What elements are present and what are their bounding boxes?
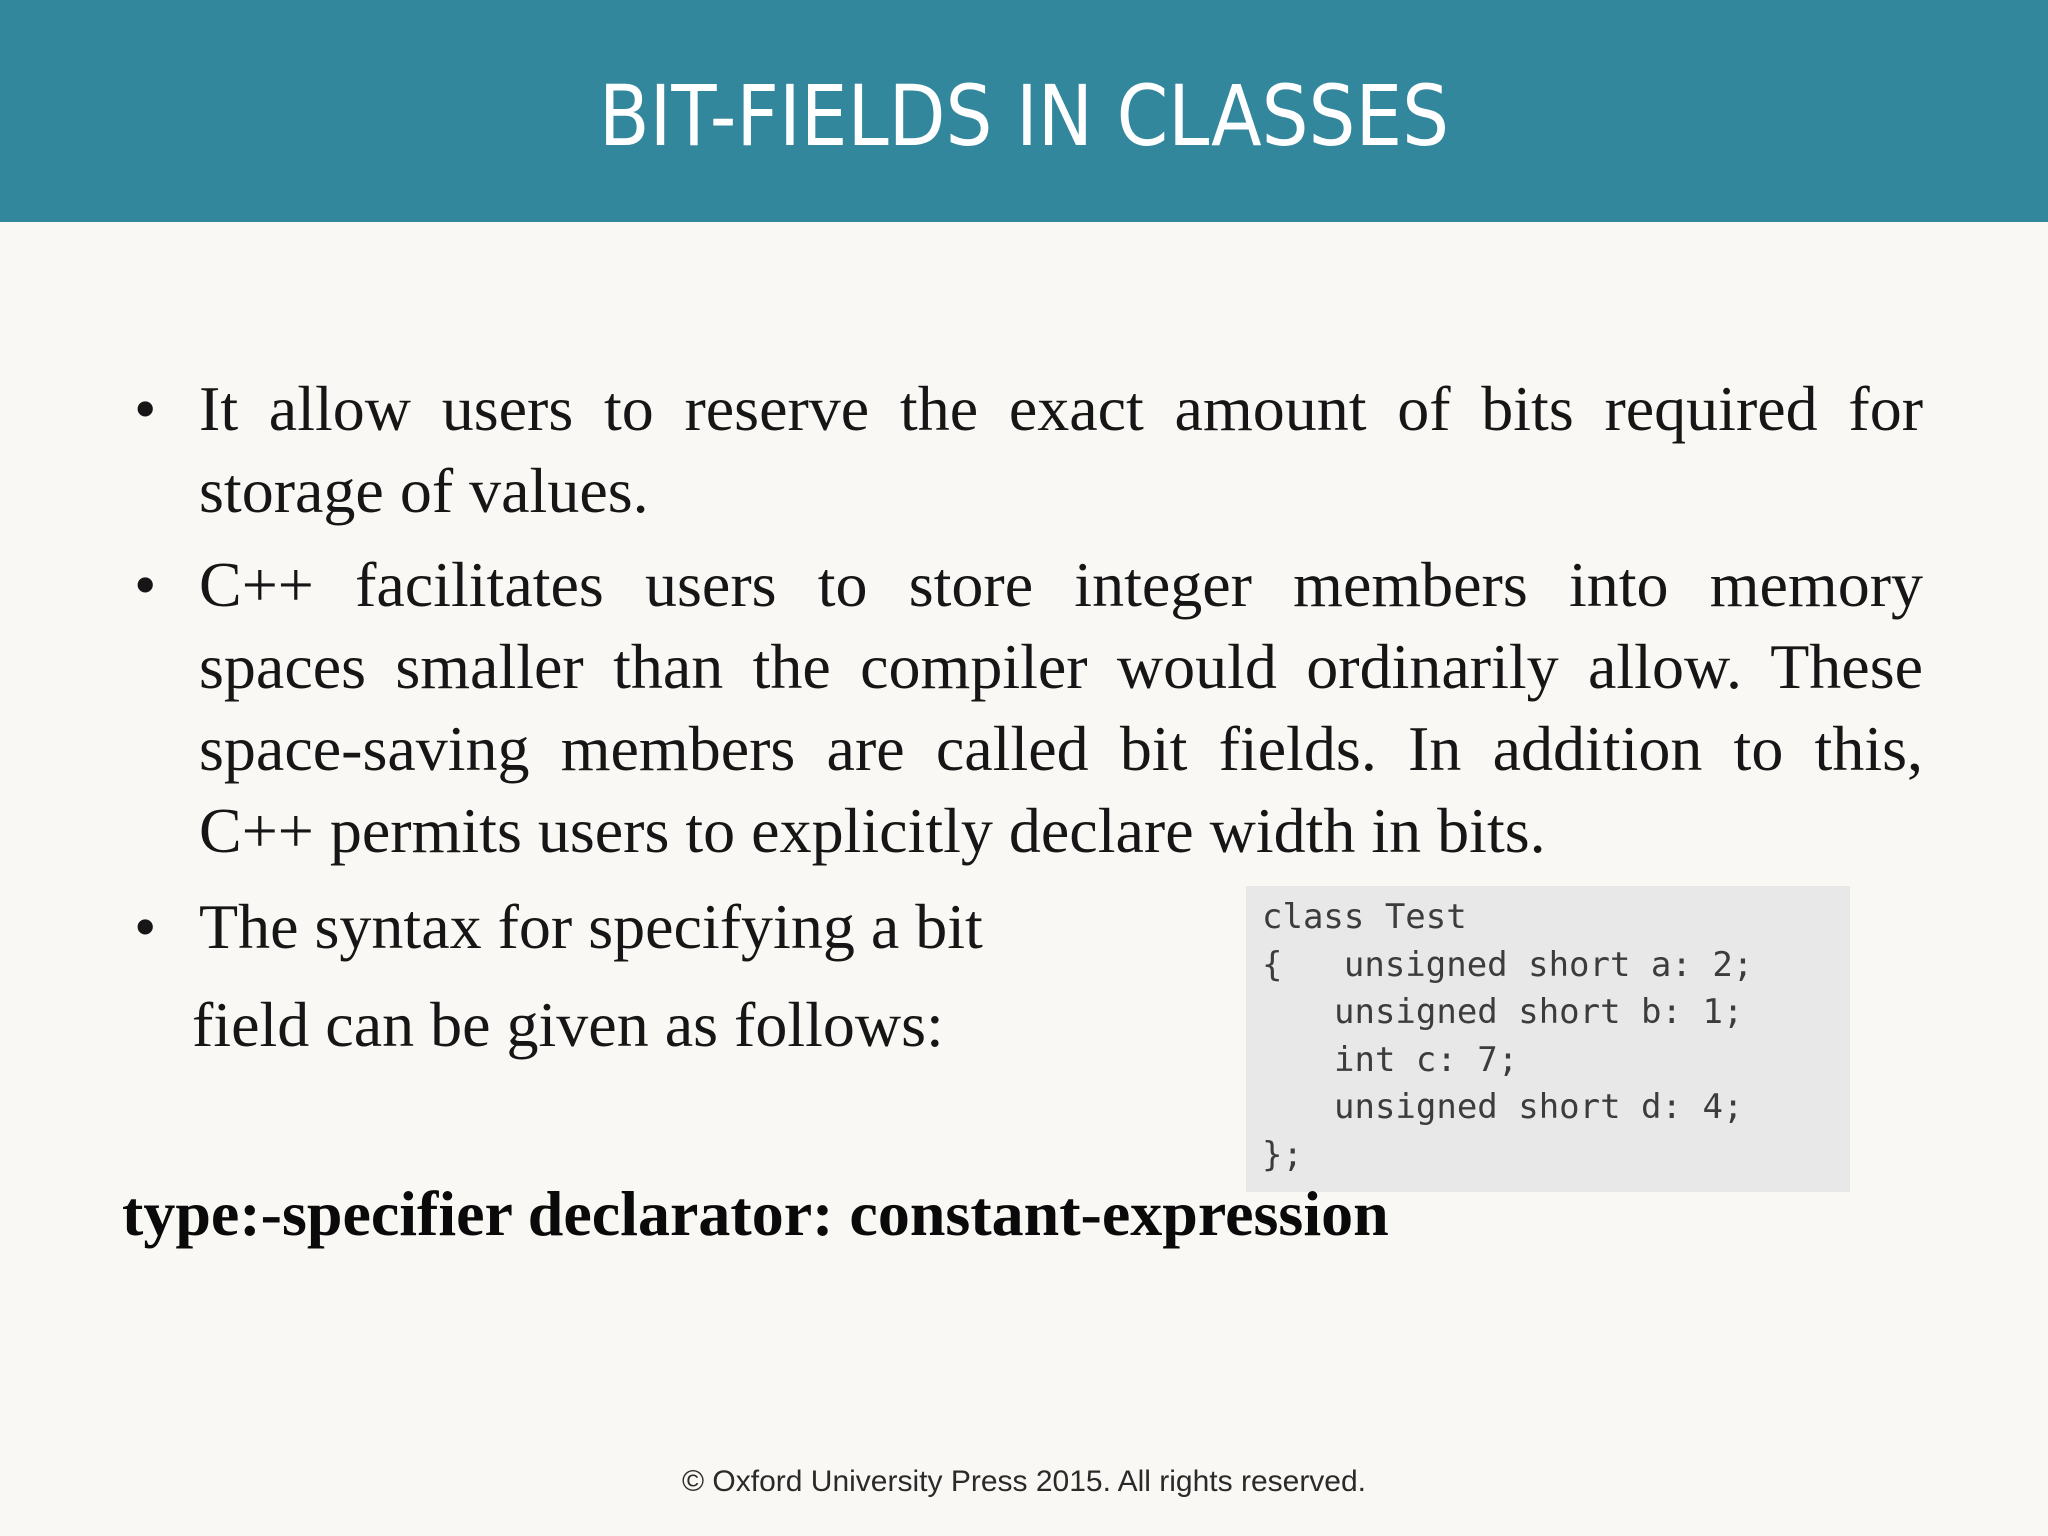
bullet-item-reserve-bits bbox=[128, 368, 1923, 532]
bullet-marker: • bbox=[134, 373, 157, 444]
bullet-line: storage of values. bbox=[199, 455, 649, 526]
bullet-marker: • bbox=[134, 549, 157, 620]
bullet-list bbox=[128, 368, 1923, 884]
bullet-line: spaces smaller than the compiler would ordinarily allow. These bbox=[199, 631, 1923, 702]
syntax-bullet-continuation: field can be given as follows: bbox=[192, 989, 944, 1060]
bullet-line: C++ facilitates users to store integer members into memory bbox=[199, 549, 1923, 620]
title-banner bbox=[0, 0, 2048, 222]
code-line: unsigned short b: 1; bbox=[1334, 992, 1744, 1032]
code-line: class Test bbox=[1262, 897, 1467, 937]
bullet-line: C++ permits users to explicitly declare width in bits. bbox=[199, 795, 1546, 866]
code-line: }; bbox=[1262, 1134, 1303, 1175]
code-line: unsigned short d: 4; bbox=[1334, 1087, 1744, 1127]
code-example bbox=[1246, 886, 1850, 1192]
copyright-footer: © Oxford University Press 2015. All rights reserved. bbox=[681, 1465, 1367, 1498]
bullet-line: space-saving members are called bit fields. In addition to this, bbox=[199, 713, 1923, 784]
bullet-marker: • bbox=[134, 891, 157, 962]
bullet-item-syntax bbox=[128, 886, 983, 968]
bullet-line: It allow users to reserve the exact amount of bits required for bbox=[199, 373, 1923, 444]
syntax-bullet-line: The syntax for specifying a bit bbox=[199, 891, 983, 962]
bullet-item-cpp-bitfields bbox=[128, 544, 1923, 872]
slide-title: BIT-FIELDS IN CLASSES bbox=[598, 67, 1450, 165]
syntax-formula: type:-specifier declarator: constant-expression bbox=[122, 1178, 1389, 1249]
code-line: int c: 7; bbox=[1334, 1039, 1519, 1080]
code-line: { unsigned short a: 2; bbox=[1262, 944, 1754, 985]
